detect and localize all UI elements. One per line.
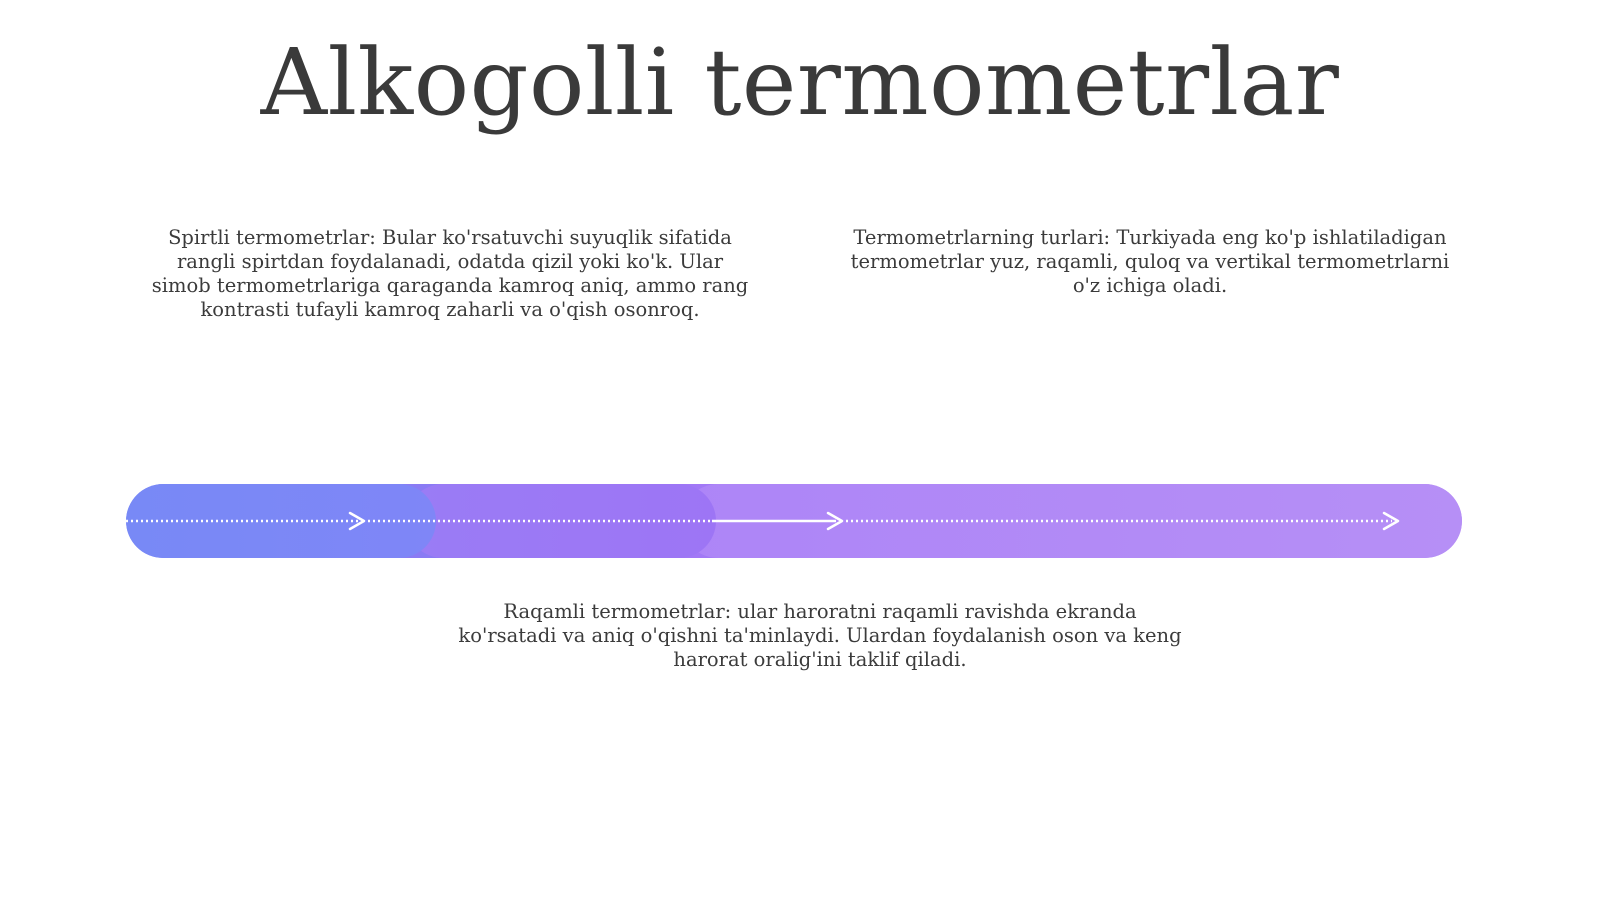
text-block-thermometer-types: Termometrlarning turlari: Turkiyada eng ko'p ishlatiladigan termometrlar yuz, raqamli, quloq va vertikal termometrlarni o'z ichiga oladi. bbox=[850, 226, 1450, 297]
page-title: Alkogolli termometrlar bbox=[260, 29, 1340, 136]
text-block-alcohol-thermometers: Spirtli termometrlar: Bular ko'rsatuvchi suyuqlik sifatida rangli spirtdan foydalanadi, odatda qizil yoki ko'k. Ular simob termometrlariga qaraganda kamroq aniq, ammo rang kontrasti tufayli kamroq zaharli va o'qish osonroq. bbox=[151, 226, 749, 321]
timeline-arrows bbox=[126, 484, 1462, 558]
timeline-bar bbox=[126, 484, 1462, 558]
text-block-digital-thermometers: Raqamli termometrlar: ular haroratni raqamli ravishda ekranda ko'rsatadi va aniq o'qishni ta'minlaydi. Ulardan foydalanish oson va keng harorat oralig'ini taklif qiladi. bbox=[458, 600, 1182, 671]
